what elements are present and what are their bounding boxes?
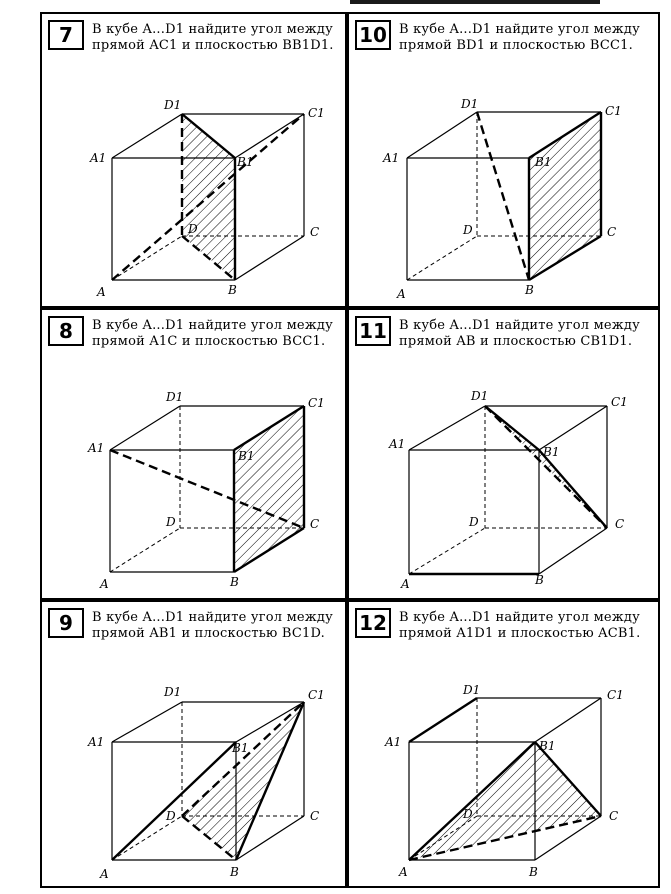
- vertex-label: A: [397, 287, 406, 301]
- vertex-label: C1: [308, 106, 325, 120]
- vertex-label: B: [529, 865, 538, 879]
- problem-number: 11: [355, 316, 391, 346]
- vertex-label: B1: [535, 155, 552, 169]
- problem-card: [42, 14, 345, 306]
- vertex-label: B1: [539, 739, 556, 753]
- cube-figure: [42, 14, 345, 306]
- vertex-label: B1: [232, 741, 249, 755]
- vertex-label: A1: [389, 437, 406, 451]
- vertex-label: C1: [611, 395, 628, 409]
- vertex-label: A: [399, 865, 408, 879]
- vertex-label: A1: [88, 735, 105, 749]
- problem-card: [42, 602, 345, 886]
- problem-card: [349, 602, 660, 886]
- vertex-label: C1: [605, 104, 622, 118]
- problem-text: В кубе A...D1 найдите угол между прямой BD1 и плоскостью BCC1.: [399, 22, 640, 53]
- problem-text: В кубе A...D1 найдите угол между прямой A1D1 и плоскостью ACB1.: [399, 610, 641, 641]
- vertex-label: D1: [471, 389, 489, 403]
- vertex-label: B: [228, 283, 237, 297]
- problem-text: В кубе A...D1 найдите угол между прямой A1C и плоскостью BCC1.: [92, 318, 333, 349]
- problem-card: [42, 310, 345, 598]
- problem-number: 12: [355, 608, 391, 638]
- problem-number: 8: [48, 316, 84, 346]
- vertex-label: D: [166, 809, 176, 823]
- cube-figure: [42, 310, 345, 598]
- vertex-label: A: [100, 867, 109, 881]
- vertex-label: A1: [88, 441, 105, 455]
- cube-figure: [349, 310, 660, 598]
- problem-text: В кубе A...D1 найдите угол между прямой AC1 и плоскостью BB1D1.: [92, 22, 334, 53]
- cube-figure: [349, 602, 660, 886]
- vertex-label: D1: [164, 98, 182, 112]
- vertex-label: C: [310, 517, 320, 531]
- vertex-label: A1: [383, 151, 400, 165]
- vertex-label: D: [188, 222, 198, 236]
- vertex-label: B1: [237, 155, 254, 169]
- vertex-label: A: [97, 285, 106, 299]
- vertex-label: D: [463, 807, 473, 821]
- vertex-label: C1: [308, 688, 325, 702]
- vertex-label: D1: [166, 390, 184, 404]
- vertex-label: D: [469, 515, 479, 529]
- vertex-label: C1: [308, 396, 325, 410]
- vertex-label: B: [525, 283, 534, 297]
- vertex-label: B1: [543, 445, 560, 459]
- problem-number: 9: [48, 608, 84, 638]
- vertex-label: C: [310, 225, 320, 239]
- cube-figure: [42, 602, 345, 886]
- vertex-label: C: [609, 809, 619, 823]
- vertex-label: D1: [461, 97, 479, 111]
- problem-card: [349, 310, 660, 598]
- problem-number: 7: [48, 20, 84, 50]
- vertex-label: B1: [238, 449, 255, 463]
- vertex-label: D: [166, 515, 176, 529]
- problem-text: В кубе A...D1 найдите угол между прямой AB и плоскостью CB1D1.: [399, 318, 640, 349]
- problem-card: [349, 14, 660, 306]
- vertex-label: B: [230, 575, 239, 589]
- vertex-label: A1: [90, 151, 107, 165]
- vertex-label: B: [230, 865, 239, 879]
- header-rule: [350, 0, 600, 4]
- vertex-label: B: [535, 573, 544, 587]
- vertex-label: C: [615, 517, 625, 531]
- vertex-label: D1: [164, 685, 182, 699]
- problem-text: В кубе A...D1 найдите угол между прямой AB1 и плоскостью BC1D.: [92, 610, 333, 641]
- vertex-label: C: [607, 225, 617, 239]
- vertex-label: D1: [463, 683, 481, 697]
- vertex-label: C1: [607, 688, 624, 702]
- vertex-label: A1: [385, 735, 402, 749]
- vertex-label: A: [401, 577, 410, 591]
- vertex-label: C: [310, 809, 320, 823]
- problem-number: 10: [355, 20, 391, 50]
- vertex-label: A: [100, 577, 109, 591]
- cube-figure: [349, 14, 660, 306]
- vertex-label: D: [463, 223, 473, 237]
